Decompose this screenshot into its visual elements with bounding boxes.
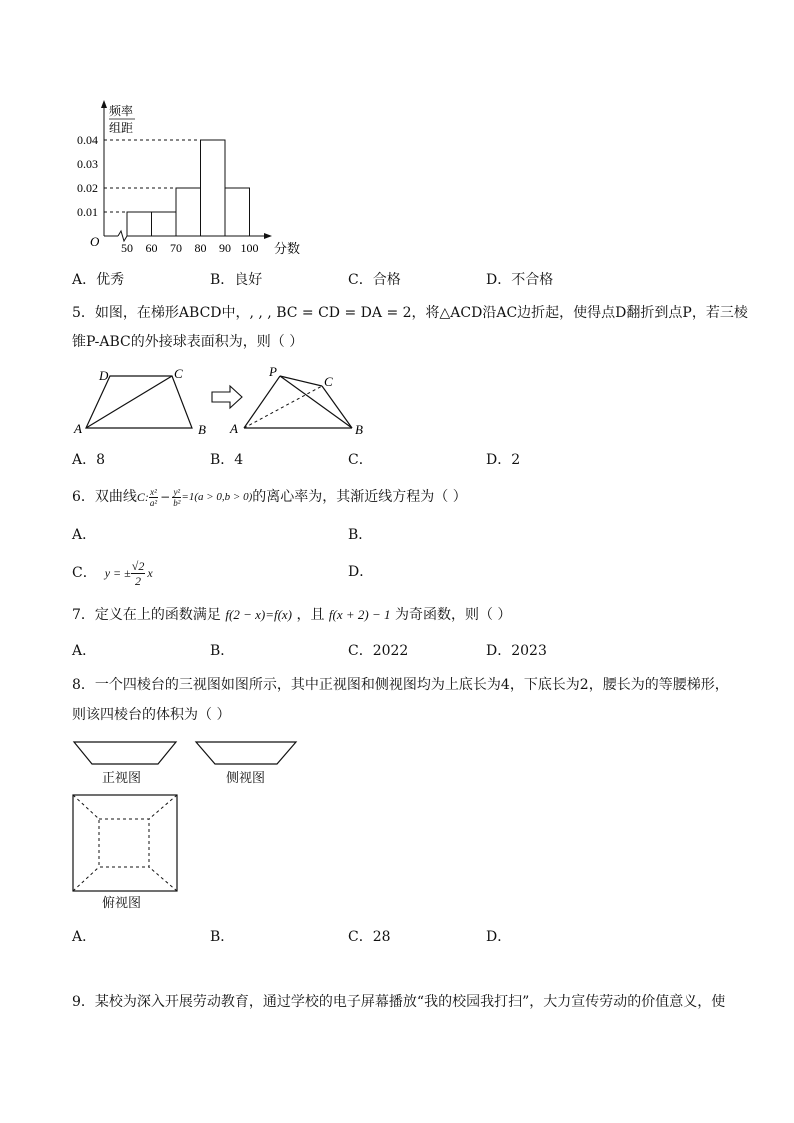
y-guide-lines [104,140,201,212]
q5-option-c[interactable]: C． [348,452,373,468]
top-view-outer-square [73,795,177,891]
q6-option-c-num: √2 [131,558,145,573]
q6-suffix: 的离心率为，其渐近线方程为（ ） [252,489,467,505]
q5-option-a[interactable]: A．8 [72,452,106,468]
histogram-bar-90-100 [225,188,250,236]
q7-option-b[interactable]: B． [210,643,235,659]
q5-text-line2: 锥P-ABC的外接球表面积为，则（ ） [72,334,304,350]
y-label-top: 频率 [109,104,134,118]
q4-option-a[interactable]: A．优秀 [72,272,125,288]
edge-pb [280,376,352,428]
q7-option-d[interactable]: D．2023 [486,643,547,659]
x-tick-100: 100 [240,241,259,255]
q7-f2: f(x + 2) − 1 [328,607,391,622]
q6-prefix: 6．双曲线 [72,489,137,505]
label-b: B [198,422,206,437]
q7-option-a[interactable]: A． [72,643,97,659]
q6-frac-y [172,487,181,508]
edge-pa [244,376,280,428]
y-tick-0.01: 0.01 [77,205,98,219]
q4-option-c[interactable]: C．合格 [348,272,401,288]
top-view-edge-1 [73,795,99,819]
q7-suffix: 为奇函数，则（ ） [394,607,512,623]
y-tick-0.03: 0.03 [77,157,98,171]
edge-cb [322,386,352,428]
q7-prefix: 7．定义在上的函数满足 [72,607,221,623]
q5-option-b[interactable]: B．4 [210,452,244,468]
x-tick-70: 70 [170,241,182,255]
q6-y2: y² [173,486,181,497]
label-c2: C [324,374,333,389]
x-tick-labels [121,241,259,255]
top-view-inner-square [99,819,149,867]
q8-text-line2: 则该四棱台的体积为（ ） [72,707,231,723]
q7-f1: f(2 − x)=f(x) [225,607,292,622]
top-view-edge-3 [73,867,99,891]
histogram-bars [127,140,250,236]
q7-mid: ，且 [296,607,325,623]
q6-eq-rest: =1(a > 0,b > 0) [181,491,253,503]
q5-figure [0,355,794,445]
q5-text-line1: 5．如图，在梯形ABCD中，, , , BC = CD = DA = 2，将△ACD沿AC边折起，使得点D翻折到点P，若三棱 [72,305,748,321]
q6-text: 6．双曲线 C: $\frac{\text{x²}}{\text{a²}}$ − $\frac{\text{y²}}{\text{b²}}$ =1(a > 0,b > 0) 的离心率为，其渐近线方程为（ ） [72,480,467,514]
x-axis-arrow [264,233,272,239]
q5-option-d[interactable]: D．2 [486,452,521,468]
q8-text-line1: 8．一个四棱台的三视图如图所示，其中正视图和侧视图均为上底长为4，下底长为2，腰长为的等腰梯形， [72,677,729,693]
q7-text [72,607,511,623]
front-view-trapezoid [74,742,176,764]
q8-option-a[interactable]: A． [72,929,97,945]
q6-x2: x² [150,486,157,497]
q6-option-d[interactable]: D． [348,564,374,580]
label-c: C [174,366,183,381]
label-a2: A [230,421,238,436]
top-view-label: 俯视图 [102,896,142,911]
x-tick-60: 60 [145,241,158,255]
q6-option-c-frac [131,559,146,588]
x-tick-50: 50 [121,241,133,255]
q6-a2: a² [149,497,158,508]
q7-option-c[interactable]: C．2022 [348,643,409,659]
histogram-bar-70-80 [176,188,201,236]
label-d: D [99,368,109,383]
label-a: A [74,421,82,436]
histogram-bar-60-70 [152,212,177,236]
x-axis-break [118,231,127,241]
y-tick-0.04: 0.04 [77,133,98,147]
label-p: P [269,364,277,379]
q6-option-c-var: x [147,566,153,580]
trapezoid-abcd [86,376,192,428]
q6-option-b[interactable]: B． [348,527,373,543]
q4-option-b[interactable]: B．良好 [210,272,263,288]
edge-ac-dashed [244,386,322,428]
q6-option-c-eq: y = ± [104,566,131,580]
q9-text-line1: 9．某校为深入开展劳动教育，通过学校的电子屏幕播放“我的校园我打扫”，大力宣传劳动的价值意义，使 [72,994,726,1010]
q6-eq-c: C: [136,490,149,504]
y-tick-labels [77,133,98,219]
x-tick-90: 90 [219,241,231,255]
front-view-label: 正视图 [102,771,142,786]
frequency-histogram [0,0,794,270]
q6-option-c-label: C． [72,565,97,581]
q6-frac-x [149,487,158,508]
q6-b2: b² [173,497,181,508]
side-view-trapezoid [196,742,296,764]
y-axis-arrow [101,100,107,108]
histogram-bar-50-60 [127,212,152,236]
label-b2: B [355,422,363,437]
q4-option-d[interactable]: D．不合格 [486,272,554,288]
q6-option-c-den: 2 [135,573,142,588]
fold-arrow-icon [212,386,242,408]
diagonal-ac [86,376,172,428]
x-axis-label: 分数 [274,241,301,256]
q8-three-views-figure [0,735,794,915]
y-label-bottom: 组距 [109,121,134,135]
origin-label: O [90,234,100,249]
top-view-edge-4 [149,867,177,891]
q8-option-d[interactable]: D． [486,929,512,945]
y-tick-0.02: 0.02 [77,181,98,195]
q8-option-c[interactable]: C．28 [348,929,391,945]
q6-option-a[interactable]: A． [72,527,97,543]
x-tick-80: 80 [194,241,207,255]
side-view-label: 侧视图 [226,771,266,786]
q8-option-b[interactable]: B． [210,929,235,945]
histogram-bar-80-90 [201,140,226,236]
q6-option-c[interactable] [72,555,153,591]
top-view-edge-2 [149,795,177,819]
